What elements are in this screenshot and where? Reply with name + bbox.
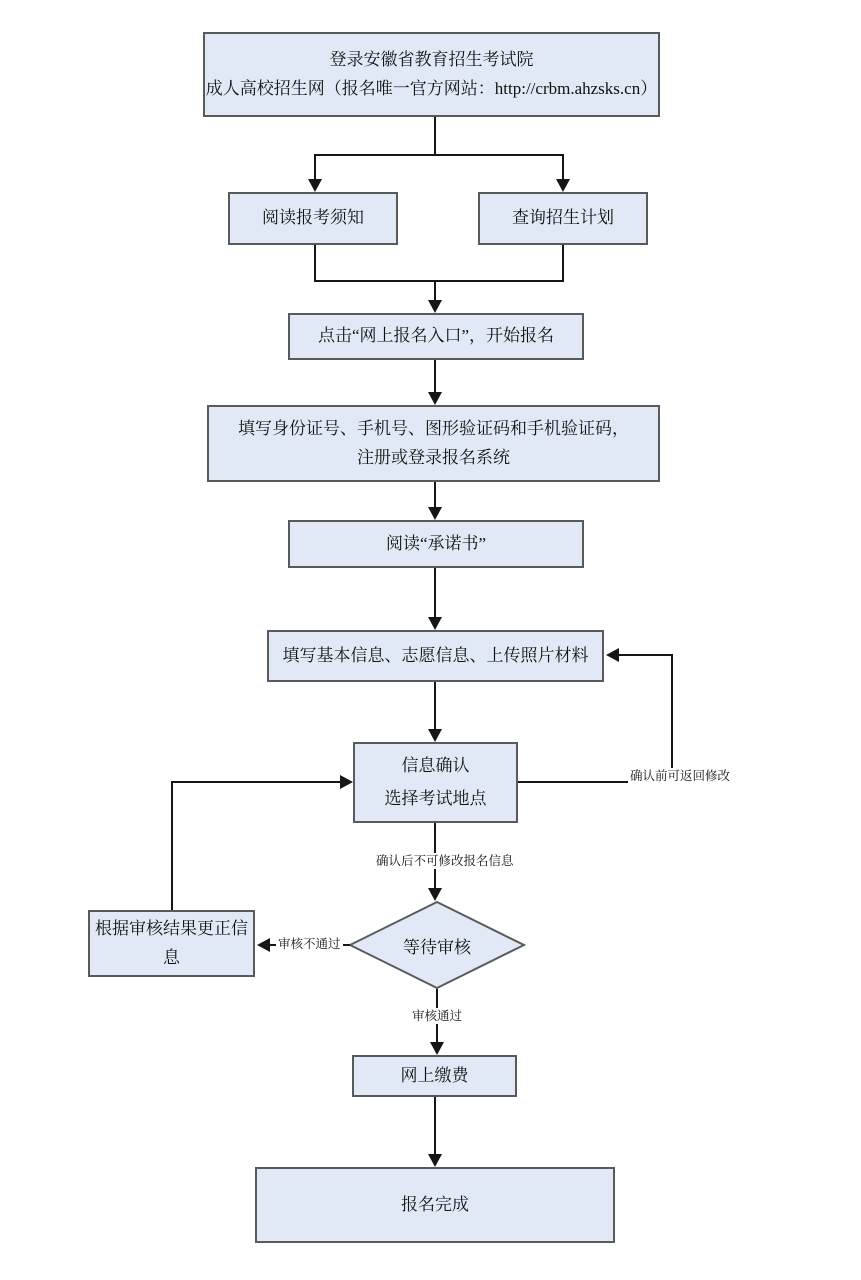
connector-line — [434, 1097, 436, 1155]
arrowhead-down-icon — [428, 507, 442, 520]
connector-line — [671, 654, 673, 782]
arrowhead-right-icon — [340, 775, 353, 789]
node-login-website — [203, 32, 660, 117]
arrowhead-down-icon — [428, 392, 442, 405]
node-read-promise-label: 阅读“承诺书” — [385, 533, 487, 553]
node-complete-label: 报名完成 — [401, 1194, 469, 1214]
connector-line — [434, 360, 436, 393]
connector-line — [562, 155, 564, 180]
node-click-entry-label: 点击“网上报名入口”，开始报名 — [317, 326, 555, 346]
arrowhead-down-icon — [428, 1154, 442, 1167]
edge-label-review-pass: 审核通过 — [412, 1009, 463, 1023]
node-click-entry — [288, 313, 584, 360]
connector-line — [434, 482, 436, 508]
connector-line — [314, 155, 316, 180]
connector-line — [434, 568, 436, 618]
arrowhead-down-icon — [428, 617, 442, 630]
connector-line — [314, 245, 316, 282]
node-login-line1: 登录安徽省教育招生考试院 — [329, 50, 534, 70]
edge-label-no-modify: 确认后不可修改报名信息 — [376, 854, 514, 868]
node-pay-online — [352, 1055, 517, 1097]
node-register-login — [207, 405, 660, 482]
node-fill-info-label: 填写基本信息、志愿信息、上传照片材料 — [282, 645, 589, 665]
node-register-line2: 注册或登录报名系统 — [357, 447, 510, 467]
arrowhead-left-icon — [606, 648, 619, 662]
node-correct-info-label: 根据审核结果更正信息 — [95, 919, 248, 967]
node-login-line2: 成人高校招生网（报名唯一官方网站：http://crbm.ahzsks.cn） — [205, 78, 658, 98]
arrowhead-down-icon — [428, 888, 442, 901]
arrowhead-left-icon — [257, 938, 270, 952]
node-wait-review — [348, 901, 526, 989]
connector-line — [171, 782, 173, 910]
node-register-line1: 填写身份证号、手机号、图形验证码和手机验证码， — [238, 419, 629, 439]
node-confirm-info — [353, 742, 518, 823]
edge-label-can-return: 确认前可返回修改 — [630, 769, 731, 783]
arrowhead-down-icon — [556, 179, 570, 192]
connector-line — [618, 654, 673, 656]
node-query-plan — [478, 192, 648, 245]
node-read-promise — [288, 520, 584, 568]
node-complete — [255, 1167, 615, 1243]
node-wait-review-label: 等待审核 — [403, 937, 471, 957]
arrowhead-down-icon — [428, 300, 442, 313]
connector-line — [171, 781, 341, 783]
edge-label-review-fail: 审核不通过 — [278, 937, 341, 951]
node-confirm-line1: 信息确认 — [401, 756, 470, 776]
connector-line — [314, 280, 564, 282]
connector-line — [434, 682, 436, 730]
connector-line — [562, 245, 564, 282]
arrowhead-down-icon — [430, 1042, 444, 1055]
connector-line — [314, 154, 564, 156]
node-correct-info — [88, 910, 255, 977]
arrowhead-down-icon — [428, 729, 442, 742]
arrowhead-down-icon — [308, 179, 322, 192]
node-read-notice-label: 阅读报考须知 — [262, 208, 364, 228]
connector-line — [434, 282, 436, 301]
node-fill-info — [267, 630, 604, 682]
node-read-notice — [228, 192, 398, 245]
node-query-plan-label: 查询招生计划 — [512, 208, 614, 228]
node-confirm-line2: 选择考试地点 — [384, 788, 487, 808]
connector-line — [434, 117, 436, 156]
node-pay-online-label: 网上缴费 — [400, 1065, 469, 1085]
